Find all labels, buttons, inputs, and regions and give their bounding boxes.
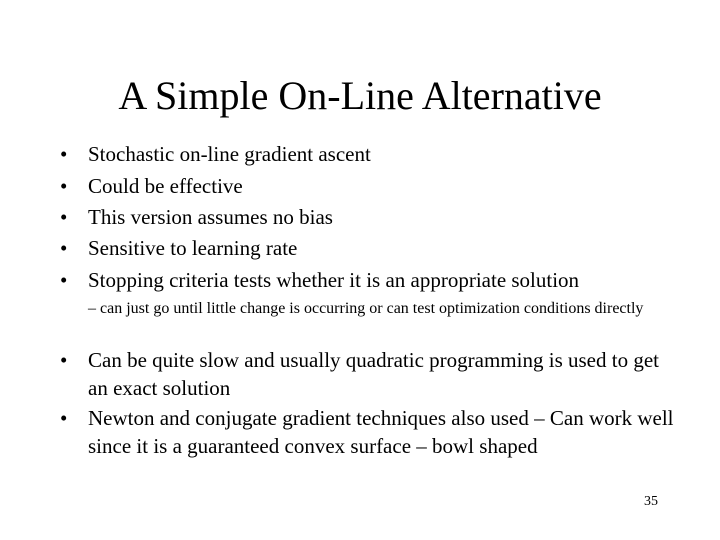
bullet-item — [60, 172, 680, 200]
sub-bullet-text: – can just go until little change is occurring or can test optimization conditions directly — [88, 300, 644, 317]
bullet-text: Stochastic on-line gradient ascent — [88, 142, 371, 166]
bullet-text: Could be effective — [88, 174, 243, 198]
bullet-marker: • — [60, 348, 68, 372]
bullet-text: Newton and conjugate gradient techniques also used – Can work well since it is a guaranteed convex surface – bowl shaped — [88, 406, 674, 458]
bullet-marker: • — [60, 406, 68, 430]
slide-title: A Simple On-Line Alternative — [118, 73, 602, 118]
bullet-marker: • — [60, 236, 68, 260]
page-number: 35 — [644, 494, 658, 509]
bullet-marker: • — [60, 142, 68, 166]
bullet-text: Can be quite slow and usually quadratic programming is used to get an exact solution — [88, 348, 659, 400]
bullet-item — [60, 234, 680, 262]
bullet-item — [60, 140, 680, 168]
bullet-text: Stopping criteria tests whether it is an appropriate solution — [88, 268, 580, 292]
bullet-item — [60, 203, 680, 231]
bullet-text: Sensitive to learning rate — [88, 236, 298, 260]
bullet-marker: • — [60, 268, 68, 292]
bullet-item — [60, 266, 680, 294]
bullet-item — [60, 346, 680, 402]
bullet-text: This version assumes no bias — [88, 205, 333, 229]
bullet-item — [60, 404, 680, 460]
bullet-marker: • — [60, 205, 68, 229]
bullet-marker: • — [60, 174, 68, 198]
